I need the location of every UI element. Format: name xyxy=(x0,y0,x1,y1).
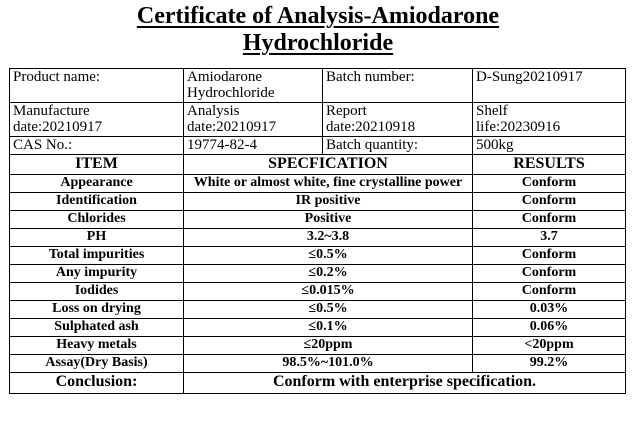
row-result: Conform xyxy=(473,193,626,211)
row-item: PH xyxy=(10,229,184,247)
row-specification: ≤20ppm xyxy=(184,337,473,355)
table-header-row xyxy=(10,155,626,175)
row-result: 0.03% xyxy=(473,301,626,319)
table-row xyxy=(10,175,626,193)
analysis-date-cell xyxy=(184,103,323,137)
product-name-value: Amiodarone Hydrochloride xyxy=(184,69,323,103)
document-title-line-1: Certificate of Analysis-Amiodarone xyxy=(136,3,500,29)
row-item: Identification xyxy=(10,193,184,211)
row-item: Any impurity xyxy=(10,265,184,283)
info-row-cas xyxy=(10,137,626,155)
batch-quantity-label: Batch quantity: xyxy=(323,137,473,155)
row-result: 99.2% xyxy=(473,355,626,373)
row-item: Heavy metals xyxy=(10,337,184,355)
row-item: Loss on drying xyxy=(10,301,184,319)
conclusion-label: Conclusion: xyxy=(10,373,184,394)
table-row xyxy=(10,301,626,319)
row-item: Sulphated ash xyxy=(10,319,184,337)
analysis-table xyxy=(9,68,626,394)
conclusion-row xyxy=(10,373,626,394)
table-row xyxy=(10,265,626,283)
cas-value: 19774-82-4 xyxy=(184,137,323,155)
document-title-line-2: Hydrochloride xyxy=(242,30,394,56)
product-name-label: Product name: xyxy=(10,69,184,103)
shelf-label: Shelf xyxy=(476,103,508,119)
cas-label: CAS No.: xyxy=(10,137,184,155)
info-row-dates xyxy=(10,103,626,137)
row-item: Assay(Dry Basis) xyxy=(10,355,184,373)
header-specification: SPECFICATION xyxy=(184,155,473,175)
table-row xyxy=(10,247,626,265)
shelf-value: life:20230916 xyxy=(476,119,561,135)
row-item: Iodides xyxy=(10,283,184,301)
info-row-product xyxy=(10,69,626,103)
row-result: 3.7 xyxy=(473,229,626,247)
row-specification: Positive xyxy=(184,211,473,229)
row-result: 0.06% xyxy=(473,319,626,337)
row-specification: ≤0.5% xyxy=(184,247,473,265)
conclusion-value: Conform with enterprise specification. xyxy=(184,373,626,394)
row-specification: ≤0.015% xyxy=(184,283,473,301)
table-row xyxy=(10,319,626,337)
shelf-life-cell xyxy=(473,103,626,137)
report-value: date:20210918 xyxy=(326,119,416,135)
table-row xyxy=(10,211,626,229)
batch-quantity-value: 500kg xyxy=(473,137,626,155)
report-date-cell xyxy=(323,103,473,137)
manufacture-label: Manufacture xyxy=(13,103,90,119)
analysis-value: date:20210917 xyxy=(187,119,277,135)
row-result: Conform xyxy=(473,247,626,265)
row-specification: 3.2~3.8 xyxy=(184,229,473,247)
row-result: Conform xyxy=(473,283,626,301)
table-row xyxy=(10,355,626,373)
table-row xyxy=(10,283,626,301)
header-item: ITEM xyxy=(10,155,184,175)
row-specification: ≤0.2% xyxy=(184,265,473,283)
row-result: Conform xyxy=(473,211,626,229)
row-specification: ≤0.5% xyxy=(184,301,473,319)
analysis-label: Analysis xyxy=(187,103,240,119)
table-row xyxy=(10,337,626,355)
row-specification: 98.5%~101.0% xyxy=(184,355,473,373)
table-row xyxy=(10,193,626,211)
manufacture-value: date:20210917 xyxy=(13,119,103,135)
row-result: Conform xyxy=(473,175,626,193)
row-item: Total impurities xyxy=(10,247,184,265)
manufacture-date-cell xyxy=(10,103,184,137)
row-specification: ≤0.1% xyxy=(184,319,473,337)
header-results: RESULTS xyxy=(473,155,626,175)
row-result: <20ppm xyxy=(473,337,626,355)
batch-number-value: D-Sung20210917 xyxy=(473,69,626,103)
batch-number-label: Batch number: xyxy=(323,69,473,103)
row-specification: White or almost white, fine crystalline power xyxy=(184,175,473,193)
row-specification: IR positive xyxy=(184,193,473,211)
row-item: Chlorides xyxy=(10,211,184,229)
row-result: Conform xyxy=(473,265,626,283)
table-row xyxy=(10,229,626,247)
report-label: Report xyxy=(326,103,367,119)
row-item: Appearance xyxy=(10,175,184,193)
